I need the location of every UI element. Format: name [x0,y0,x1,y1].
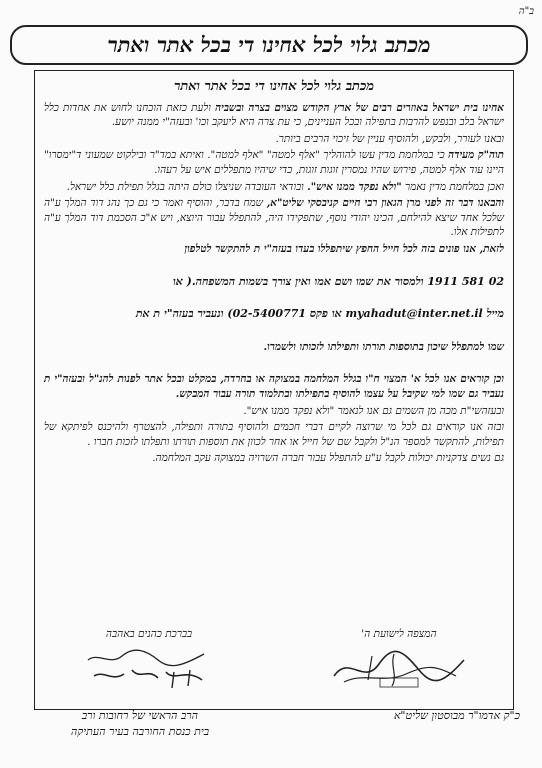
footer-right [260,708,520,740]
signature-left-heading: בברכת כהנים באהבה [105,628,193,640]
signature-block [44,628,504,693]
signature-left [44,628,254,693]
signature-right [294,628,504,693]
handwritten-signature-right-icon [324,646,474,690]
paragraph-5 [44,196,504,240]
paragraph-3 [44,148,504,177]
phone-line: 02 581 1911 ולמסור את שמו ושם אמו ואין צורך בשמות המשפחה.( או [172,274,504,288]
footer-left-title: הרב הראשי של רחובות ורב [81,709,199,722]
paragraph-2: ובאנו לעורר, ולבקש, ולהוסיף עניין של זיכוי הרבים ביותר. [275,132,504,145]
main-title: מכתב גלוי לכל אחינו די בכל אתר ואתר [107,32,431,57]
paragraph-4 [44,180,504,195]
paragraph-11: גם נשים צדקניות יכולות לקבל ע"ע להתפלל עבור חברה השרויה במצוקה עקב המלחמה. [152,452,504,465]
paragraph-5-bold: והבאנו דבר זה לפני מרן הגאון רבי חיים קניבסקי שליט"א, [266,197,504,210]
footer [30,708,520,740]
paragraph-4-pre: ואכן במלחמת מדין נאמר [405,180,504,193]
email-line: מייל myahadut@inter.net.il או פקס 02-5400771) ונעביר בעזה"י ת את [135,307,504,321]
paragraph-5-text: שמח בדבר, והוסיף ואמר כי גם כך נהג דוד המלך ע"ה שלכל אחד שיצא להילחם, הכינו יהודי נוסף, שתפקידו היה, להתפלל עבור היוצא, ויש א"כ הסכמת דוד המלך ע"ה לתפילות אלו. [44,197,504,239]
paragraph-1-bold: אחינו בית ישראל באוזרים רבים של ארץ הקודש מצוים בצרה ובשביה [215,101,504,114]
handwritten-signature-left-icon [74,646,224,690]
signature-right-heading: המצפה לישועת ה' [361,628,437,640]
footer-left-subtitle: בית כנסת החורבה בעיר העתיקה [70,725,210,738]
paragraph-4-post: ובודאי העובדה שניצלו כולם היתה בגלל תפילת כלל ישראל. [66,180,304,193]
paragraph-3-bold: תוה"ק מעידה [448,149,504,162]
footer-right-name: כ"ק אדמו"ר מבוסטון שליט"א [393,709,520,722]
main-title-frame [10,25,528,65]
letter-body [44,80,504,466]
paragraph-3-text: כי במלחמת מדין עשו להוהליך "אלף למטה" "אלף למטה". ואיתא במד"ר ובילקוט שמעוני ד"ימסרו" היינו עוד אלף למטה, פירוש שהיו נמסרין זוגות זוגות, כדי שיהיו מתפללים איש על רעהו. [44,149,504,176]
paragraph-7: שמו למתפלל שיכון בתוספות תורתו ותפילתו לזכותו ולשמרו. [263,340,504,353]
paragraph-10: ובזה אנו קוראים גם לכל מי שרוצה לקיים דברי חכמים ולהוסיף בתורה ותפילה, להצטרף ולהיכנס לפיתקא של תפילות, להתקשר למספר הנ"ל ולקבל שם של חייל או אחר לכוון את תוספות תורתו ותפלתו לזכות חברו . [44,421,504,448]
footer-left [30,708,250,740]
paragraph-8: וכן קוראים אנו לכל א' המצוי ח"ו בגלל המלחמה במצוקה או בחרדה, במקלט ובכל אתר לפנות להנ"ל ובעזה"י ת נעביר גם שמו למי שקיבל על עצמו להוסיף בתפילתו ובתלמוד תורה עבור המבקש. [44,373,504,400]
paragraph-6: לזאת, אנו פונים בזה לכל חייל החפץ שיתפללו בעדו בעזה"י ת להתקשר לטלפון [184,242,504,255]
paragraph-4-bold: "ולא נפקד ממנו איש". [307,180,402,193]
paragraph-9: ובעזהשי"ת מכה מן השמים גם אנו לנאמר "ולא נפקד ממנו איש". [243,404,504,417]
letter-subtitle: מכתב גלוי לכל אחינו די בכל אתר ואתר [173,79,375,94]
paragraph-1-text: ולעת כזאת הוכחנו לחוש את אחדות כלל ישראל בלב ובנפש להרבות בתפילה ובכל העניינים, כי עת צרה היא ליעקב וכו' ובעזה"י ממנה יושע. [44,101,504,129]
bsd-mark: ב"ה [518,6,534,17]
paragraph-1 [44,101,504,130]
